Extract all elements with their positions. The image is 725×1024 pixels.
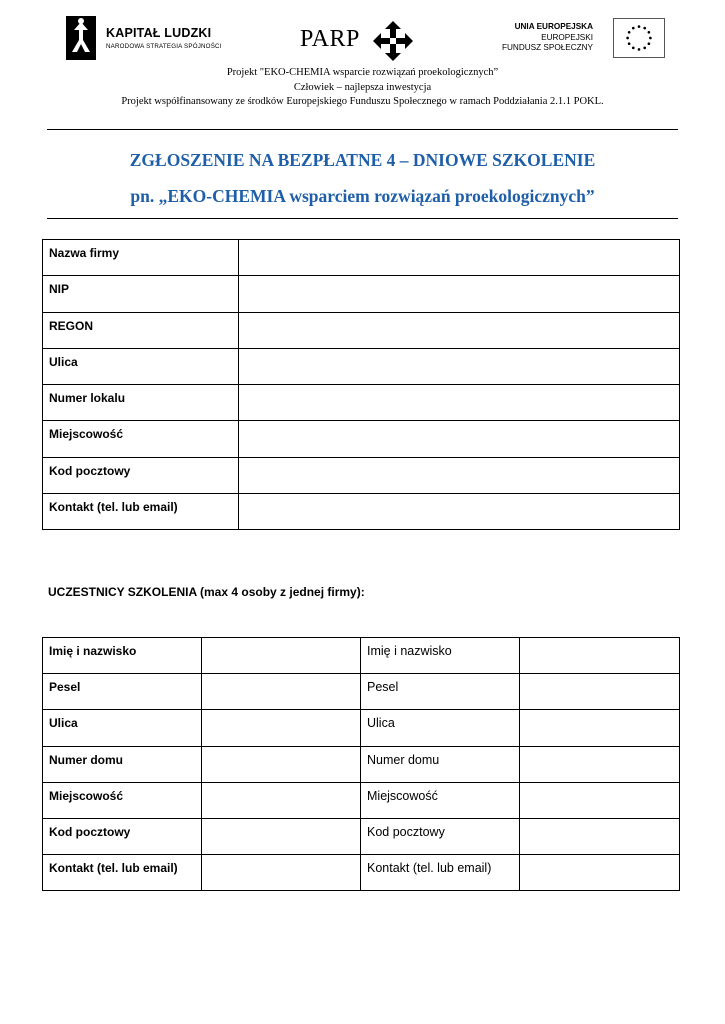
participant-2-street-field[interactable] bbox=[520, 710, 680, 746]
regon-field[interactable] bbox=[239, 312, 680, 348]
unit-number-field[interactable] bbox=[239, 385, 680, 421]
eu-line-1: UNIA EUROPEJSKA bbox=[514, 22, 593, 31]
contact-label: Kontakt (tel. lub email) bbox=[43, 494, 239, 530]
table-row bbox=[43, 674, 680, 710]
participants-heading: UCZESTNICY SZKOLENIA (max 4 osoby z jednej firmy): bbox=[48, 585, 365, 599]
eu-flag-icon bbox=[613, 18, 665, 58]
postal-code-field[interactable] bbox=[239, 457, 680, 493]
participant-1-name-field[interactable] bbox=[202, 638, 361, 674]
participant-2-house-number-field[interactable] bbox=[520, 746, 680, 782]
participant-1-house-number-label: Numer domu bbox=[43, 746, 202, 782]
table-row bbox=[43, 638, 680, 674]
postal-code-label: Kod pocztowy bbox=[43, 457, 239, 493]
top-divider bbox=[47, 129, 678, 130]
table-row bbox=[43, 240, 680, 276]
participant-2-postal-code-label: Kod pocztowy bbox=[361, 818, 520, 854]
parp-title: PARP bbox=[300, 26, 360, 52]
participant-1-contact-label: Kontakt (tel. lub email) bbox=[43, 855, 202, 891]
participant-1-street-field[interactable] bbox=[202, 710, 361, 746]
kapital-ludzki-logo bbox=[66, 16, 241, 62]
table-row bbox=[43, 818, 680, 854]
participant-2-postal-code-field[interactable] bbox=[520, 818, 680, 854]
kapital-ludzki-title: KAPITAŁ LUDZKI bbox=[106, 26, 212, 40]
participant-1-house-number-field[interactable] bbox=[202, 746, 361, 782]
kapital-ludzki-emblem-icon bbox=[66, 16, 96, 60]
parp-logo bbox=[300, 20, 420, 60]
participants-table bbox=[42, 637, 680, 891]
contact-field[interactable] bbox=[239, 494, 680, 530]
participant-2-contact-label: Kontakt (tel. lub email) bbox=[361, 855, 520, 891]
street-label: Ulica bbox=[43, 348, 239, 384]
participant-1-city-field[interactable] bbox=[202, 782, 361, 818]
table-row bbox=[43, 385, 680, 421]
nip-field[interactable] bbox=[239, 276, 680, 312]
participant-2-pesel-label: Pesel bbox=[361, 674, 520, 710]
table-row bbox=[43, 421, 680, 457]
project-line-1: Projekt "EKO-CHEMIA wsparcie rozwiązań proekologicznych” bbox=[226, 67, 499, 78]
company-name-field[interactable] bbox=[239, 240, 680, 276]
project-line-3: Projekt współfinansowany ze środków Europejskiego Funduszu Społecznego w ramach Poddziałania 2.1.1 POKL. bbox=[121, 96, 604, 107]
participant-2-street-label: Ulica bbox=[361, 710, 520, 746]
participant-2-contact-field[interactable] bbox=[520, 855, 680, 891]
participant-1-pesel-label: Pesel bbox=[43, 674, 202, 710]
unit-number-label: Numer lokalu bbox=[43, 385, 239, 421]
project-line-2: Człowiek – najlepsza inwestycja bbox=[293, 81, 432, 93]
participant-2-city-label: Miejscowość bbox=[361, 782, 520, 818]
table-row bbox=[43, 348, 680, 384]
participant-1-city-label: Miejscowość bbox=[43, 782, 202, 818]
project-info bbox=[0, 66, 725, 110]
city-field[interactable] bbox=[239, 421, 680, 457]
eu-line-3: FUNDUSZ SPOŁECZNY bbox=[502, 43, 593, 52]
participant-1-postal-code-label: Kod pocztowy bbox=[43, 818, 202, 854]
eu-line-2: EUROPEJSKI bbox=[541, 32, 593, 42]
form-title-line-1: ZGŁOSZENIE NA BEZPŁATNE 4 – DNIOWE SZKOLENIE bbox=[129, 150, 596, 170]
form-title-line-2: pn. „EKO-CHEMIA wsparciem rozwiązań proekologicznych” bbox=[130, 186, 595, 206]
kapital-ludzki-subtitle: NARODOWA STRATEGIA SPÓJNOŚCI bbox=[106, 43, 222, 50]
participant-2-pesel-field[interactable] bbox=[520, 674, 680, 710]
regon-label: REGON bbox=[43, 312, 239, 348]
parp-arrows-icon bbox=[372, 20, 414, 62]
table-row bbox=[43, 782, 680, 818]
company-table bbox=[42, 239, 680, 530]
table-row bbox=[43, 746, 680, 782]
participant-1-pesel-field[interactable] bbox=[202, 674, 361, 710]
table-row bbox=[43, 457, 680, 493]
table-row bbox=[43, 710, 680, 746]
table-row bbox=[43, 855, 680, 891]
participant-1-postal-code-field[interactable] bbox=[202, 818, 361, 854]
participant-2-city-field[interactable] bbox=[520, 782, 680, 818]
eu-logo bbox=[502, 18, 665, 62]
nip-label: NIP bbox=[43, 276, 239, 312]
participant-2-name-field[interactable] bbox=[520, 638, 680, 674]
table-row bbox=[43, 276, 680, 312]
eu-logo-text bbox=[502, 22, 593, 54]
company-name-label: Nazwa firmy bbox=[43, 240, 239, 276]
table-row bbox=[43, 494, 680, 530]
participant-1-contact-field[interactable] bbox=[202, 855, 361, 891]
participant-2-house-number-label: Numer domu bbox=[361, 746, 520, 782]
participant-1-name-label: Imię i nazwisko bbox=[43, 638, 202, 674]
table-row bbox=[43, 312, 680, 348]
street-field[interactable] bbox=[239, 348, 680, 384]
city-label: Miejscowość bbox=[43, 421, 239, 457]
title-divider bbox=[47, 218, 678, 219]
participant-2-name-label: Imię i nazwisko bbox=[361, 638, 520, 674]
header-logos bbox=[0, 0, 725, 66]
participant-1-street-label: Ulica bbox=[43, 710, 202, 746]
